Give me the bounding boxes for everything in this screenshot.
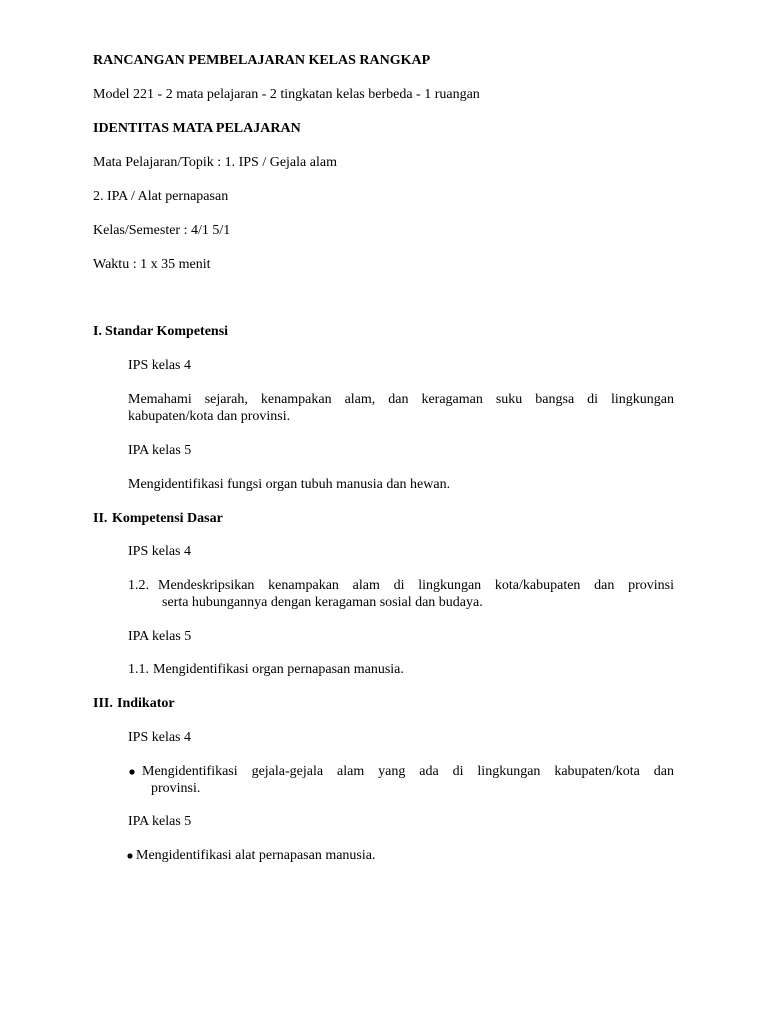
section-1-number: I. — [93, 324, 102, 339]
class-semester: Kelas/Semester : 4/1 5/1 — [93, 223, 231, 238]
section-1-ipa-text: Mengidentifikasi fungsi organ tubuh manusia dan hewan. — [128, 477, 451, 492]
time-line: Waktu : 1 x 35 menit — [93, 257, 211, 272]
section-1-ipa-label: IPA kelas 5 — [128, 443, 192, 458]
section-3-title: Indikator — [117, 696, 175, 711]
section-2-ips-text-1: Mendeskripsikan kenampakan alam di lingkungan kota/kabupaten dan provinsi — [158, 578, 674, 593]
section-2-title: Kompetensi Dasar — [112, 511, 223, 526]
section-2-ipa-num: 1.1. — [128, 662, 149, 677]
section-3-number: III. — [93, 696, 113, 711]
section-1-ips-text-2: kabupaten/kota dan provinsi. — [128, 409, 291, 424]
section-3-ipa-text: Mengidentifikasi alat pernapasan manusia. — [136, 848, 376, 863]
document-title: RANCANGAN PEMBELAJARAN KELAS RANGKAP — [93, 53, 431, 68]
section-3-ips-label: IPS kelas 4 — [128, 730, 191, 745]
section-2-ipa-text: Mengidentifikasi organ pernapasan manusia. — [153, 662, 404, 677]
subject-line-2: 2. IPA / Alat pernapasan — [93, 189, 229, 204]
section-1-ips-label: IPS kelas 4 — [128, 358, 191, 373]
bullet-icon — [128, 763, 136, 785]
section-3-heading — [93, 695, 175, 712]
subject-line-1: Mata Pelajaran/Topik : 1. IPS / Gejala alam — [93, 155, 337, 170]
section-1-heading — [93, 323, 229, 340]
section-2-ips-num: 1.2. — [128, 578, 149, 593]
section-1-ips-text-1: Memahami sejarah, kenampakan alam, dan keragaman suku bangsa di lingkungan — [128, 392, 674, 407]
section-2-number: II. — [93, 511, 108, 526]
section-2-ips-label: IPS kelas 4 — [128, 544, 191, 559]
section-2-heading — [93, 510, 223, 527]
section-3-ips-text-1: Mengidentifikasi gejala-gejala alam yang ada di lingkungan kabupaten/kota dan — [142, 764, 674, 779]
section-3-ips-text-2: provinsi. — [151, 781, 201, 796]
section-2-ipa-label: IPA kelas 5 — [128, 629, 192, 644]
section-3-ipa-label: IPA kelas 5 — [128, 814, 192, 829]
model-line: Model 221 - 2 mata pelajaran - 2 tingkatan kelas berbeda - 1 ruangan — [93, 87, 480, 102]
section-2-ips-text-2: serta hubungannya dengan keragaman sosial dan budaya. — [162, 595, 483, 610]
identity-heading: IDENTITAS MATA PELAJARAN — [93, 121, 301, 136]
bullet-icon — [126, 847, 134, 869]
section-1-title: Standar Kompetensi — [105, 324, 229, 339]
